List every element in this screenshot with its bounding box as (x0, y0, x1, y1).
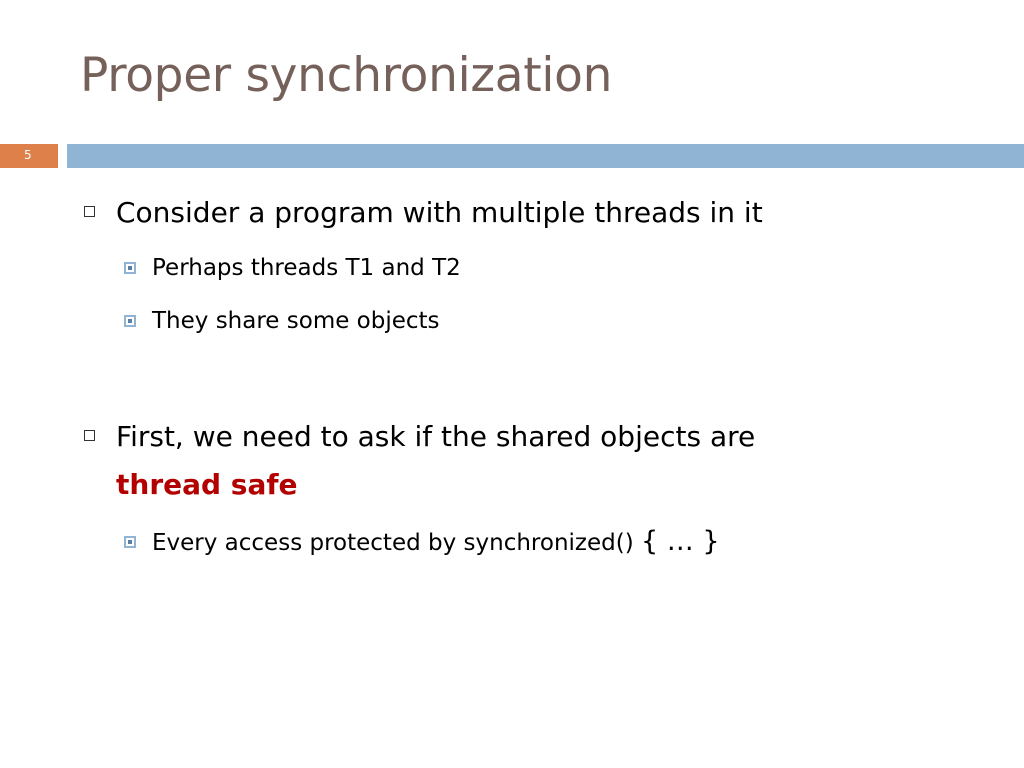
square-bullet-icon (84, 206, 95, 217)
slide-title: Proper synchronization (80, 48, 613, 103)
square-bullet-icon (84, 430, 95, 441)
sub-bullet-text: Perhaps threads T1 and T2 (152, 255, 461, 281)
filled-square-bullet-icon (124, 315, 136, 327)
filled-square-bullet-icon (124, 262, 136, 274)
slide-number: 5 (0, 144, 58, 168)
thread-safe-emphasis: thread safe (116, 468, 298, 501)
sub-bullet-text: They share some objects (152, 308, 440, 334)
filled-square-bullet-icon (124, 536, 136, 548)
bullet-text: Consider a program with multiple threads in it (116, 196, 763, 229)
bullet-emphasis-line (116, 463, 298, 507)
code-braces: { … } (641, 526, 720, 557)
bullet-text: First, we need to ask if the shared objects are (116, 420, 756, 453)
sub-bullet-text (152, 527, 720, 558)
title-rule-bar (67, 144, 1024, 168)
sub-bullet-text-main: Every access protected by synchronized() (152, 530, 634, 556)
